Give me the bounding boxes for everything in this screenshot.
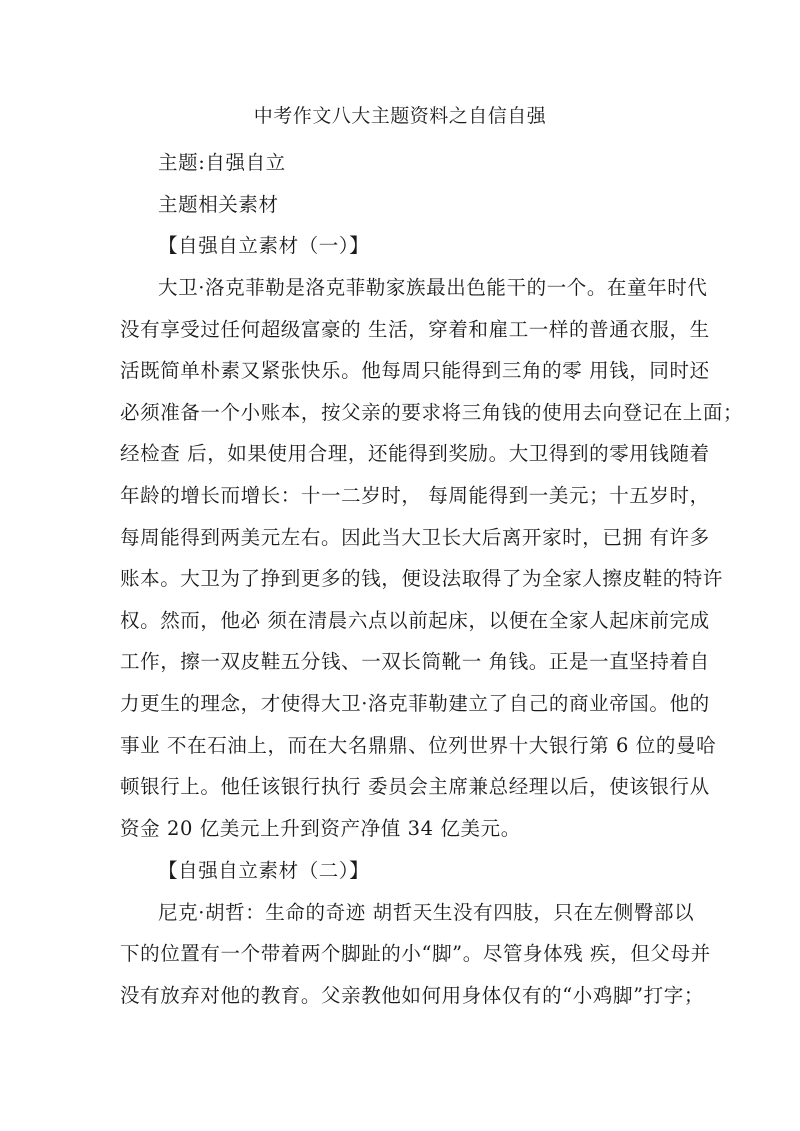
topic-line: 主题:自强自立: [158, 151, 286, 174]
paragraph-line: 大卫·洛克菲勒是洛克菲勒家族最出色能干的一个。在童年时代: [158, 276, 708, 299]
paragraph-line: 经检查 后，如果使用合理，还能得到奖励。大卫得到的零用钱随着: [120, 442, 710, 465]
paragraph-line: 顿银行上。他任该银行执行 委员会主席兼总经理以后，使该银行从: [120, 775, 710, 798]
paragraph-line: 权。然而，他必 须在清晨六点以前起床，以便在全家人起床前完成: [120, 609, 710, 632]
paragraph-line: 年龄的增长而增长：十一二岁时， 每周能得到一美元；十五岁时，: [120, 484, 710, 507]
paragraph-line: 没有享受过任何超级富豪的 生活，穿着和雇工一样的普通衣服，生: [120, 318, 710, 341]
subheading: 主题相关素材: [158, 193, 279, 216]
paragraph-line: 工作，擦一双皮鞋五分钱、一双长筒靴一 角钱。正是一直坚持着自: [120, 650, 710, 673]
paragraph-line: 必须准备一个小账本，按父亲的要求将三角钱的使用去向登记在上面；: [120, 401, 744, 424]
paragraph-line: 活既简单朴素又紧张快乐。他每周只能得到三角的零 用钱，同时还: [120, 359, 710, 382]
document-title: 中考作文八大主题资料之自信自强: [253, 105, 547, 127]
section2-heading: 【自强自立素材（二）】: [158, 859, 370, 882]
paragraph-line: 资金 20 亿美元上升到资产净值 34 亿美元。: [120, 817, 521, 840]
paragraph-line: 账本。大卫为了挣到更多的钱，便设法取得了为全家人擦皮鞋的特许: [120, 567, 724, 590]
paragraph-line: 力更生的理念，才使得大卫·洛克菲勒建立了自己的商业帝国。他的: [120, 692, 710, 715]
paragraph-line: 下的位置有一个带着两个脚趾的小“脚”。尽管身体残 疾，但父母并: [120, 942, 711, 965]
paragraph-line: 事业 不在石油上，而在大名鼎鼎、位列世界十大银行第 6 位的曼哈: [120, 734, 717, 757]
paragraph-line: 尼克·胡哲：生命的奇迹 胡哲天生没有四肢，只在左侧臀部以: [158, 901, 695, 924]
paragraph-line: 没有放弃对他的教育。父亲教他如何用身体仅有的“小鸡脚”打字；: [120, 984, 704, 1007]
paragraph-line: 每周能得到两美元左右。因此当大卫长大后离开家时，已拥 有许多: [120, 526, 710, 549]
section1-heading: 【自强自立素材（一）】: [158, 234, 370, 257]
